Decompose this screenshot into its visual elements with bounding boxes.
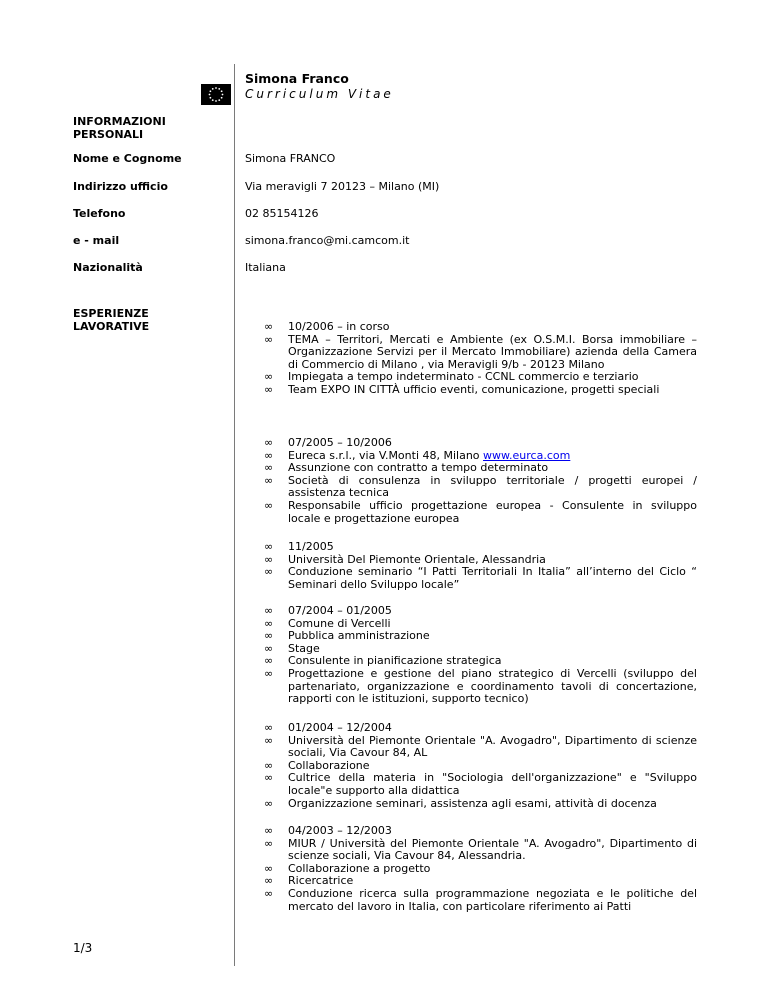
vertical-divider xyxy=(234,64,235,966)
experience-block xyxy=(264,605,697,706)
page-number: 1/3 xyxy=(73,941,93,955)
label-phone: Telefono xyxy=(73,207,126,220)
experience-item: ∞ MIUR / Università del Piemonte Orientale "A. Avogadro", Dipartimento di scienze sociali, Via Cavour 84, Alessandria. xyxy=(264,838,697,863)
experience-item: ∞ Assunzione con contratto a tempo determinato xyxy=(264,462,697,475)
experience-item: ∞ Impiegata a tempo indeterminato - CCNL commercio e terziario xyxy=(264,371,697,384)
label-name: Nome e Cognome xyxy=(73,152,182,165)
experience-item: ∞ 01/2004 – 12/2004 xyxy=(264,722,697,735)
experience-item: ∞ Cultrice della materia in "Sociologia dell'organizzazione" e "Sviluppo locale"e supporto alla didattica xyxy=(264,772,697,797)
experience-block xyxy=(264,825,697,913)
cv-owner-name: Simona Franco xyxy=(245,71,349,86)
experience-item: ∞ 11/2005 xyxy=(264,541,697,554)
experience-item: ∞ Progettazione e gestione del piano strategico di Vercelli (sviluppo del partenariato, organizzazione e coordinamento tavoli di concertazione, rapporti con le istituzioni, supporto tecnico) xyxy=(264,668,697,706)
section-title-personal: INFORMAZIONI PERSONALI xyxy=(73,115,166,141)
experience-item: ∞ Organizzazione seminari, assistenza agli esami, attività di docenza xyxy=(264,798,697,811)
experience-item: ∞ Conduzione ricerca sulla programmazione negoziata e le politiche del mercato del lavoro in Italia, con particolare riferimento ai Patti xyxy=(264,888,697,913)
experience-item: ∞ Conduzione seminario “I Patti Territoriali In Italia” all’interno del Ciclo “ Seminari dello Sviluppo locale” xyxy=(264,566,697,591)
experience-item: ∞ Università Del Piemonte Orientale, Alessandria xyxy=(264,554,697,567)
experience-item: ∞ Consulente in pianificazione strategica xyxy=(264,655,697,668)
experience-item: ∞ Collaborazione a progetto xyxy=(264,863,697,876)
experience-item: ∞ Stage xyxy=(264,643,697,656)
eu-flag-icon xyxy=(201,84,231,105)
label-email: e - mail xyxy=(73,234,120,247)
eureca-website-link[interactable]: www.eurca.com xyxy=(483,448,571,462)
cv-subtitle: Curriculum Vitae xyxy=(245,87,394,101)
value-name: Simona FRANCO xyxy=(245,152,336,165)
experience-item: ∞ Pubblica amministrazione xyxy=(264,630,697,643)
experience-item: ∞ 10/2006 – in corso xyxy=(264,321,697,334)
experience-item: ∞ 04/2003 – 12/2003 xyxy=(264,825,697,838)
section-title-experience: ESPERIENZE LAVORATIVE xyxy=(73,307,150,333)
experience-item: ∞ 07/2004 – 01/2005 xyxy=(264,605,697,618)
experience-item: ∞ TEMA – Territori, Mercati e Ambiente (ex O.S.M.I. Borsa immobiliare – Organizzazione Servizi per il Mercato Immobiliare) azienda della Camera di Commercio di Milano , via Meravigli 9/b - 20123 Milano xyxy=(264,334,697,372)
experience-item: ∞ Responsabile ufficio progettazione europea - Consulente in sviluppo locale e progettazione europea xyxy=(264,500,697,525)
value-nationality: Italiana xyxy=(245,261,286,274)
label-nationality: Nazionalità xyxy=(73,261,143,274)
experience-item: ∞ 07/2005 – 10/2006 xyxy=(264,437,697,450)
experience-block xyxy=(264,321,697,397)
experience-item: ∞ Università del Piemonte Orientale "A. Avogadro", Dipartimento di scienze sociali, Via Cavour 84, AL xyxy=(264,735,697,760)
experience-item: ∞ Società di consulenza in sviluppo territoriale / progetti europei / assistenza tecnica xyxy=(264,475,697,500)
value-email: simona.franco@mi.camcom.it xyxy=(245,234,410,247)
experience-item: ∞ Ricercatrice xyxy=(264,875,697,888)
experience-item-text: Eureca s.r.l., via V.Monti 48, Milano xyxy=(288,448,484,462)
value-office-address: Via meravigli 7 20123 – Milano (MI) xyxy=(245,180,440,193)
value-phone: 02 85154126 xyxy=(245,207,319,220)
experience-item: ∞ Collaborazione xyxy=(264,760,697,773)
experience-item: ∞ Team EXPO IN CITTÀ ufficio eventi, comunicazione, progetti speciali xyxy=(264,384,697,397)
experience-block xyxy=(264,541,697,591)
label-office-address: Indirizzo ufficio xyxy=(73,180,168,193)
experience-item: ∞ Comune di Vercelli xyxy=(264,618,697,631)
experience-block xyxy=(264,722,697,810)
experience-block xyxy=(264,437,697,525)
